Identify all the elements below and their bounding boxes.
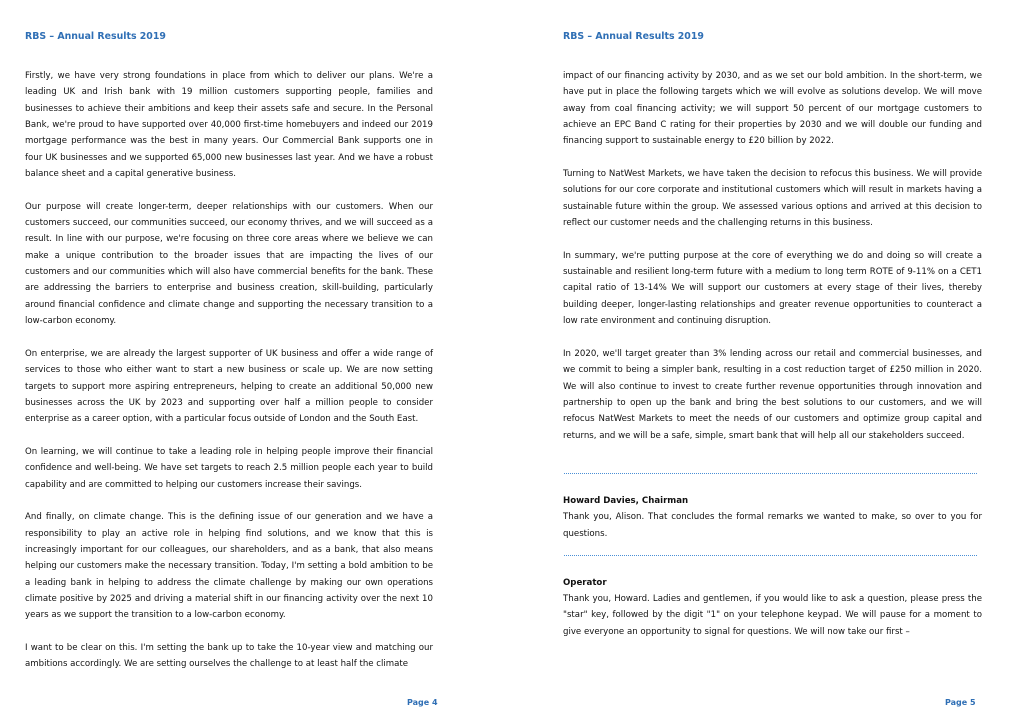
paragraph-purpose: Our purpose will create longer-term, deeper relationships with our customers. When our customers succeed, our communities succeed, our economy thrives, and we will succeed as a result. In line with our purpose, we're focusing on three core areas where we believe we can make a unique contribution to the broader issues that are impacting the lives of our customers and our communities which will also have commercial benefits for the bank. These are addressing the barriers to enterprise and business creation, skill-building, particularly around financial confidence and climate change and supporting the necessary transition to a low-carbon economy.: [25, 201, 433, 327]
speaker-block-operator: [563, 575, 982, 640]
page-body: [563, 68, 982, 640]
page-body: [25, 68, 433, 673]
speaker-block-chairman: [563, 493, 982, 542]
paragraph-climate: And finally, on climate change. This is the defining issue of our generation and we have a responsibility to play an active role in helping find solutions, and we know that this is increasingly important for our colleagues, our shareholders, and as a bank, that also means helping our customers make the necessary transition. Today, I'm setting a bold ambition to be a leading bank in helping to address the climate challenge by making our own operations climate positive by 2025 and driving a material shift in our financing activity over the next 10 years as we support the transition to a low-carbon economy.: [25, 512, 433, 621]
paragraph-natwest-markets: Turning to NatWest Markets, we have taken the decision to refocus this business. We will provide solutions for our core corporate and institutional customers which will result in markets having a sustainable future within the group. We assessed various options and arrived at this decision to reflect our customer needs and the challenging returns in this business.: [563, 169, 982, 229]
page-5: [512, 0, 1024, 723]
page-number: Page 5: [945, 698, 976, 707]
paragraph-summary: In summary, we're putting purpose at the core of everything we do and doing so will create a sustainable and resilient long-term future with a medium to long term ROTE of 9-11% on a CET1 capital ratio of 13-14% We will support our customers at every stage of their lives, thereby building deeper, longer-lasting relationships and greater revenue opportunities to counteract a low rate environment and continuing disruption.: [563, 250, 982, 327]
paragraph-learning: On learning, we will continue to take a leading role in helping people improve their financial confidence and well-being. We have set targets to reach 2.5 million people each year to build capability and are committed to helping our customers increase their savings.: [25, 446, 433, 490]
paragraph-financing-targets: impact of our financing activity by 2030, and as we set our bold ambition. In the short-term, we have put in place the following targets which we will evolve as solutions develop. We will move away from coal financing activity; we will support 50 percent of our mortgage customers to achieve an EPC Band C rating for their properties by 2030 and we will double our funding and financing support to sustainable energy to £20 billion by 2022.: [563, 71, 982, 147]
spacer: [563, 444, 982, 460]
speaker-text: Thank you, Alison. That concludes the formal remarks we wanted to make, so over to you for questions.: [563, 512, 982, 539]
paragraph-foundations: Firstly, we have very strong foundations in place from which to deliver our plans. We're a leading UK and Irish bank with 19 million customers supporting people, families and businesses to achieve their ambitions and keep their assets safe and secure. In the Personal Bank, we're proud to have supported over 40,000 first-time homebuyers and indeed our 2019 mortgage performance was the best in many years. Our Commercial Bank supports one in four UK businesses and we supported 65,000 new businesses last year. And we have a robust balance sheet and a capital generative business.: [25, 71, 433, 180]
speaker-text: Thank you, Howard. Ladies and gentlemen, if you would like to ask a question, please press the "star" key, followed by the digit "1" on your telephone keypad. We will pause for a moment to give everyone an opportunity to signal for questions. We will now take our first –: [563, 594, 982, 637]
speaker-name: Operator: [563, 577, 607, 588]
dotted-separator: [563, 460, 982, 476]
paragraph-ten-year-view: I want to be clear on this. I'm setting the bank up to take the 10-year view and matching our ambitions accordingly. We are setting ourselves the challenge to at least half the climate: [25, 643, 433, 670]
dotted-separator: [563, 542, 982, 558]
document-header: RBS – Annual Results 2019: [563, 31, 704, 42]
speaker-name: Howard Davies, Chairman: [563, 495, 689, 506]
paragraph-2020-targets: In 2020, we'll target greater than 3% lending across our retail and commercial businesses, and we commit to being a simpler bank, resulting in a cost reduction target of £250 million in 2020. We will also continue to invest to create further revenue opportunities through innovation and partnership to open up the bank and bring the best solutions to our customers, and we will refocus NatWest Markets to meet the needs of our customers and optimize group capital and returns, and we will be a safe, simple, smart bank that will help all our stakeholders succeed.: [563, 348, 982, 441]
paragraph-enterprise: On enterprise, we are already the largest supporter of UK business and offer a wide range of services to those who either want to start a new business or scale up. We are now setting targets to support more aspiring entrepreneurs, helping to create an additional 50,000 new businesses across the UK by 2023 and supporting over half a million people to consider enterprise as a career option, with a particular focus outside of London and the South East.: [25, 348, 433, 425]
page-number: Page 4: [407, 698, 438, 707]
document-header: RBS – Annual Results 2019: [25, 31, 166, 42]
